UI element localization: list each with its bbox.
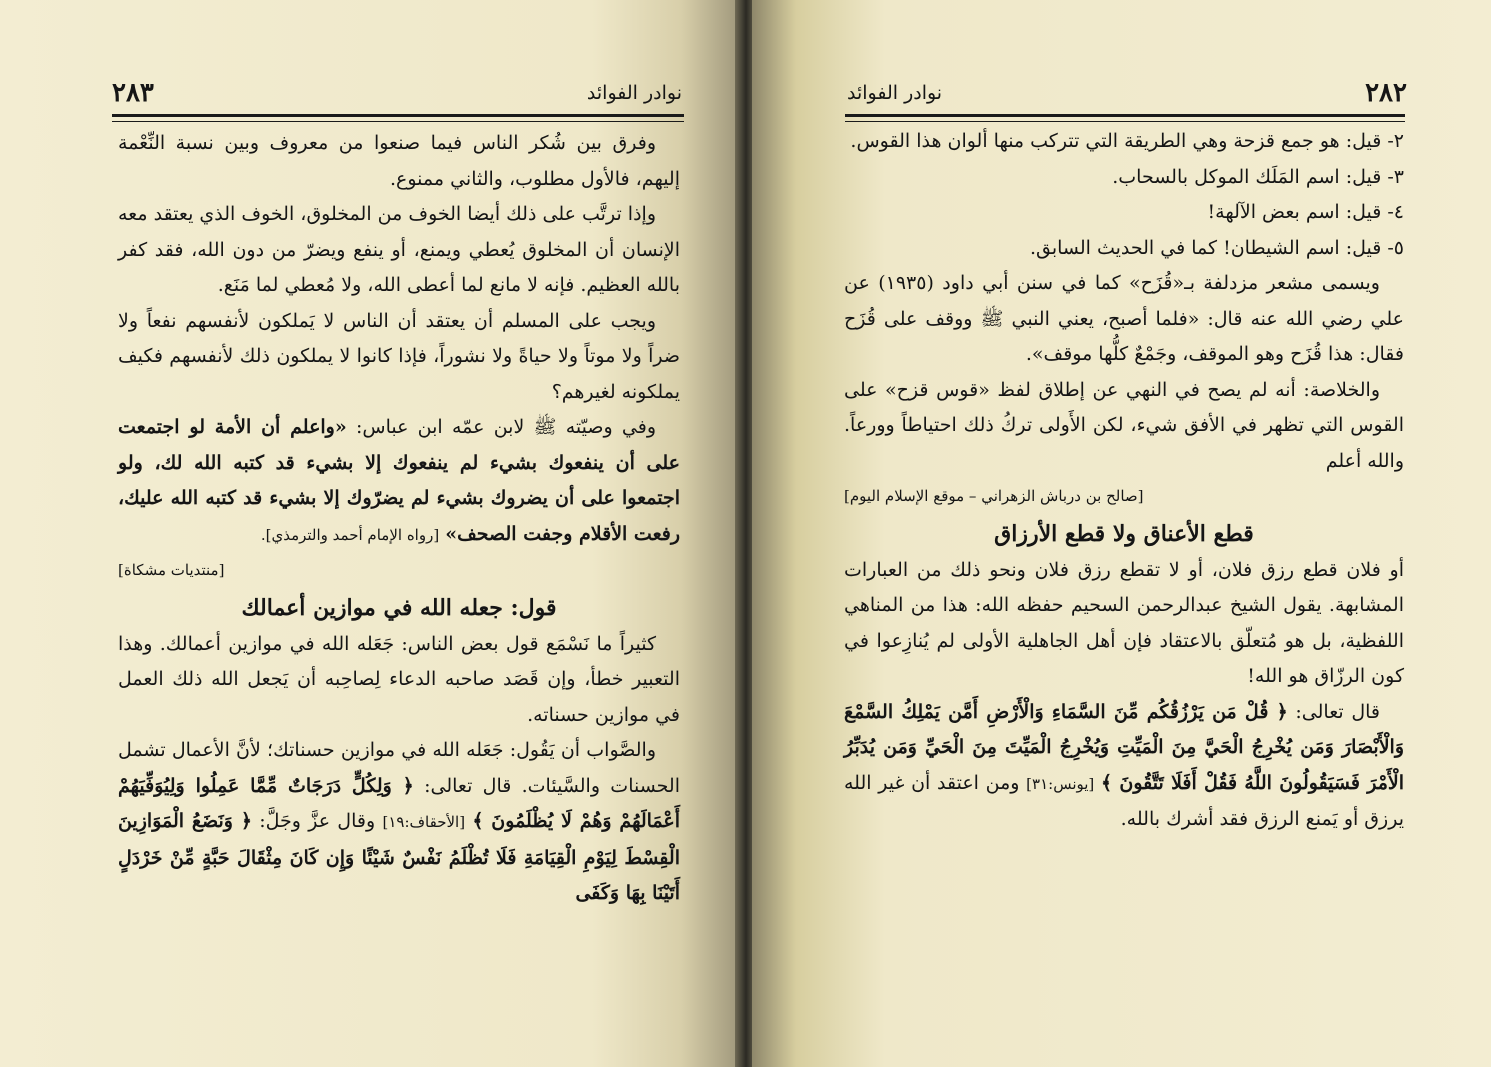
list-item: ٣- قيل: اسم المَلَك الموكل بالسحاب. [1112, 165, 1404, 188]
header-rule [112, 114, 684, 122]
paragraph-intro: والصَّواب أن يَقُول: جَعَله الله في موازين حسناتك؛ لأنَّ الأعمال تشمل الحسنات والسَّيئات. قال تعالى: [118, 739, 680, 797]
page-number: ٢٨٢ [1365, 78, 1407, 108]
quran-paragraph [844, 695, 1404, 838]
connector-text: وقال عزَّ وجَلَّ: [259, 810, 376, 832]
paragraph: وإذا ترتَّب على ذلك أيضا الخوف من المخلوق، الخوف الذي يعتقد معه الإنسان أن المخلوق يُعطي ويمنع، أو ينفع ويضرّ من دون الله، فقد كفر بالله العظيم. فإنه لا مانع لما أعطى الله، ولا مُعطي لما مَنَع. [118, 203, 680, 296]
source-citation: [منتديات مشكاة] [118, 561, 225, 579]
paragraph-intro: وفي وصيّته ﷺ لابن عمّه ابن عباس: [355, 416, 656, 438]
running-title: نوادر الفوائد [847, 82, 943, 104]
right-page [752, 0, 1491, 1067]
section-heading: قول: جعله الله في موازين أعمالك [241, 594, 557, 621]
list-item: ٢- قيل: هو جمع قزحة وهي الطريقة التي تتركب منها ألوان هذا القوس. [850, 130, 1404, 152]
paragraph-intro: قال تعالى: [1295, 700, 1380, 723]
paragraph: ويسمى مشعر مزدلفة بـ«قُزَح» كما في سنن أبي داود (١٩٣٥) عن علي رضي الله عنه قال: «فلما أصبح، يعني النبي ﷺ ووقف على قُزَح فقال: هذا قُزَح وهو الموقف، وجَمْعٌ كلُّها موقف». [844, 272, 1404, 365]
list-item: ٤- قيل: اسم بعض الآلهة! [1207, 201, 1404, 223]
verse-reference: [الأحقاف:١٩] [382, 813, 466, 831]
list-item: ٥- قيل: اسم الشيطان! كما في الحديث السابق. [1029, 236, 1404, 259]
paragraph: وفرق بين شُكر الناس فيما صنعوا من معروف وبين نسبة النِّعْمة إليهم، فالأول مطلوب، والثاني ممنوع. [118, 132, 680, 190]
quran-verse: ﴿ وَلِكُلٍّ دَرَجَاتٌ مِّمَّا عَمِلُوا وَلِيُوَفِّيَهُمْ أَعْمَالَهُمْ وَهُمْ لَا يُظْلَمُونَ ﴾ [118, 774, 681, 832]
page-number: ٢٨٣ [112, 78, 154, 108]
section-heading: قطع الأعناق ولا قطع الأرزاق [994, 520, 1254, 547]
left-page-body [118, 126, 680, 912]
quran-paragraph [118, 733, 680, 912]
paragraph: والخلاصة: أنه لم يصح في النهي عن إطلاق لفظ «قوس قزح» على القوس التي تظهر في الأفق شيء، لكن الأَولى تركُ ذلك احتياطاً وورعاً. والله أعلم [844, 378, 1404, 472]
hadith-text: «واعلم أن الأمة لو اجتمعت على أن ينفعوك بشيء لم ينفعوك إلا بشيء قد كتبه الله لك، ولو اجتمعوا على أن يضروك بشيء لم يضرّوك إلا بشيء قد كتبه الله عليك، رفعت الأقلام وجفت الصحف» [118, 416, 680, 545]
left-page [0, 0, 740, 1067]
hadith-reference: [رواه الإمام أحمد والترمذي]. [260, 525, 440, 544]
closing-text: ومن اعتقد أن غير الله يرزق أو يَمنع الرزق فقد أشرك بالله. [844, 771, 1404, 830]
quran-verse: ﴿ وَنَضَعُ الْمَوَازِينَ الْقِسْطَ لِيَوْمِ الْقِيَامَةِ فَلَا تُظْلَمُ نَفْسٌ شَيْئًا وَإِن كَانَ مِثْقَالَ حَبَّةٍ مِّنْ خَرْدَلٍ أَتَيْنَا بِهَا وَكَفَى [118, 810, 680, 904]
paragraph: أو فلان قطع رزق فلان، أو لا تقطع رزق فلان ونحو ذلك من العبارات المشابهة. يقول الشيخ عبدالرحمن السحيم حفظه الله: هذا من المناهي اللفظية، بل هو مُتعلّق بالاعتقاد فإن أهل الجاهلية الأولى لم يُنازِعوا في كون الرزّاق هو الله! [844, 558, 1404, 687]
right-page-body [844, 124, 1404, 838]
right-page-header [847, 78, 1407, 112]
paragraph: كثيراً ما نَسْمَع قول بعض الناس: جَعَله الله في موازين أعمالك. وهذا التعبير خطأ، وإن قَصَد صاحبه الدعاء لِصاحِبه أن يَجعل الله ذلك العمل في موازين حسناته. [118, 632, 680, 726]
left-page-header [112, 78, 682, 112]
hadith-paragraph [118, 410, 680, 553]
running-title: نوادر الفوائد [586, 82, 682, 104]
verse-reference: [يونس:٣١] [1026, 774, 1095, 793]
paragraph: ويجب على المسلم أن يعتقد أن الناس لا يَملكون لأنفسهم نفعاً ولا ضراً ولا موتاً ولا حياةً ولا نشوراً، فإذا كانوا لا يملكون ذلك لأنفسهم فكيف يملكونه لغيرهم؟ [118, 309, 680, 403]
header-rule [845, 114, 1405, 122]
source-citation: [صالح بن درباش الزهراني – موقع الإسلام اليوم] [844, 487, 1144, 505]
quran-verse: ﴿ قُلْ مَن يَرْزُقُكُم مِّنَ السَّمَاءِ وَالْأَرْضِ أَمَّن يَمْلِكُ السَّمْعَ وَالْأَبْصَارَ وَمَن يُخْرِجُ الْحَيَّ مِنَ الْمَيِّتِ وَيُخْرِجُ الْمَيِّتَ مِنَ الْحَيِّ وَمَن يُدَبِّرُ الْأَمْرَ فَسَيَقُولُونَ اللَّهُ فَقُلْ أَفَلَا تَتَّقُونَ ﴾ [844, 700, 1405, 794]
